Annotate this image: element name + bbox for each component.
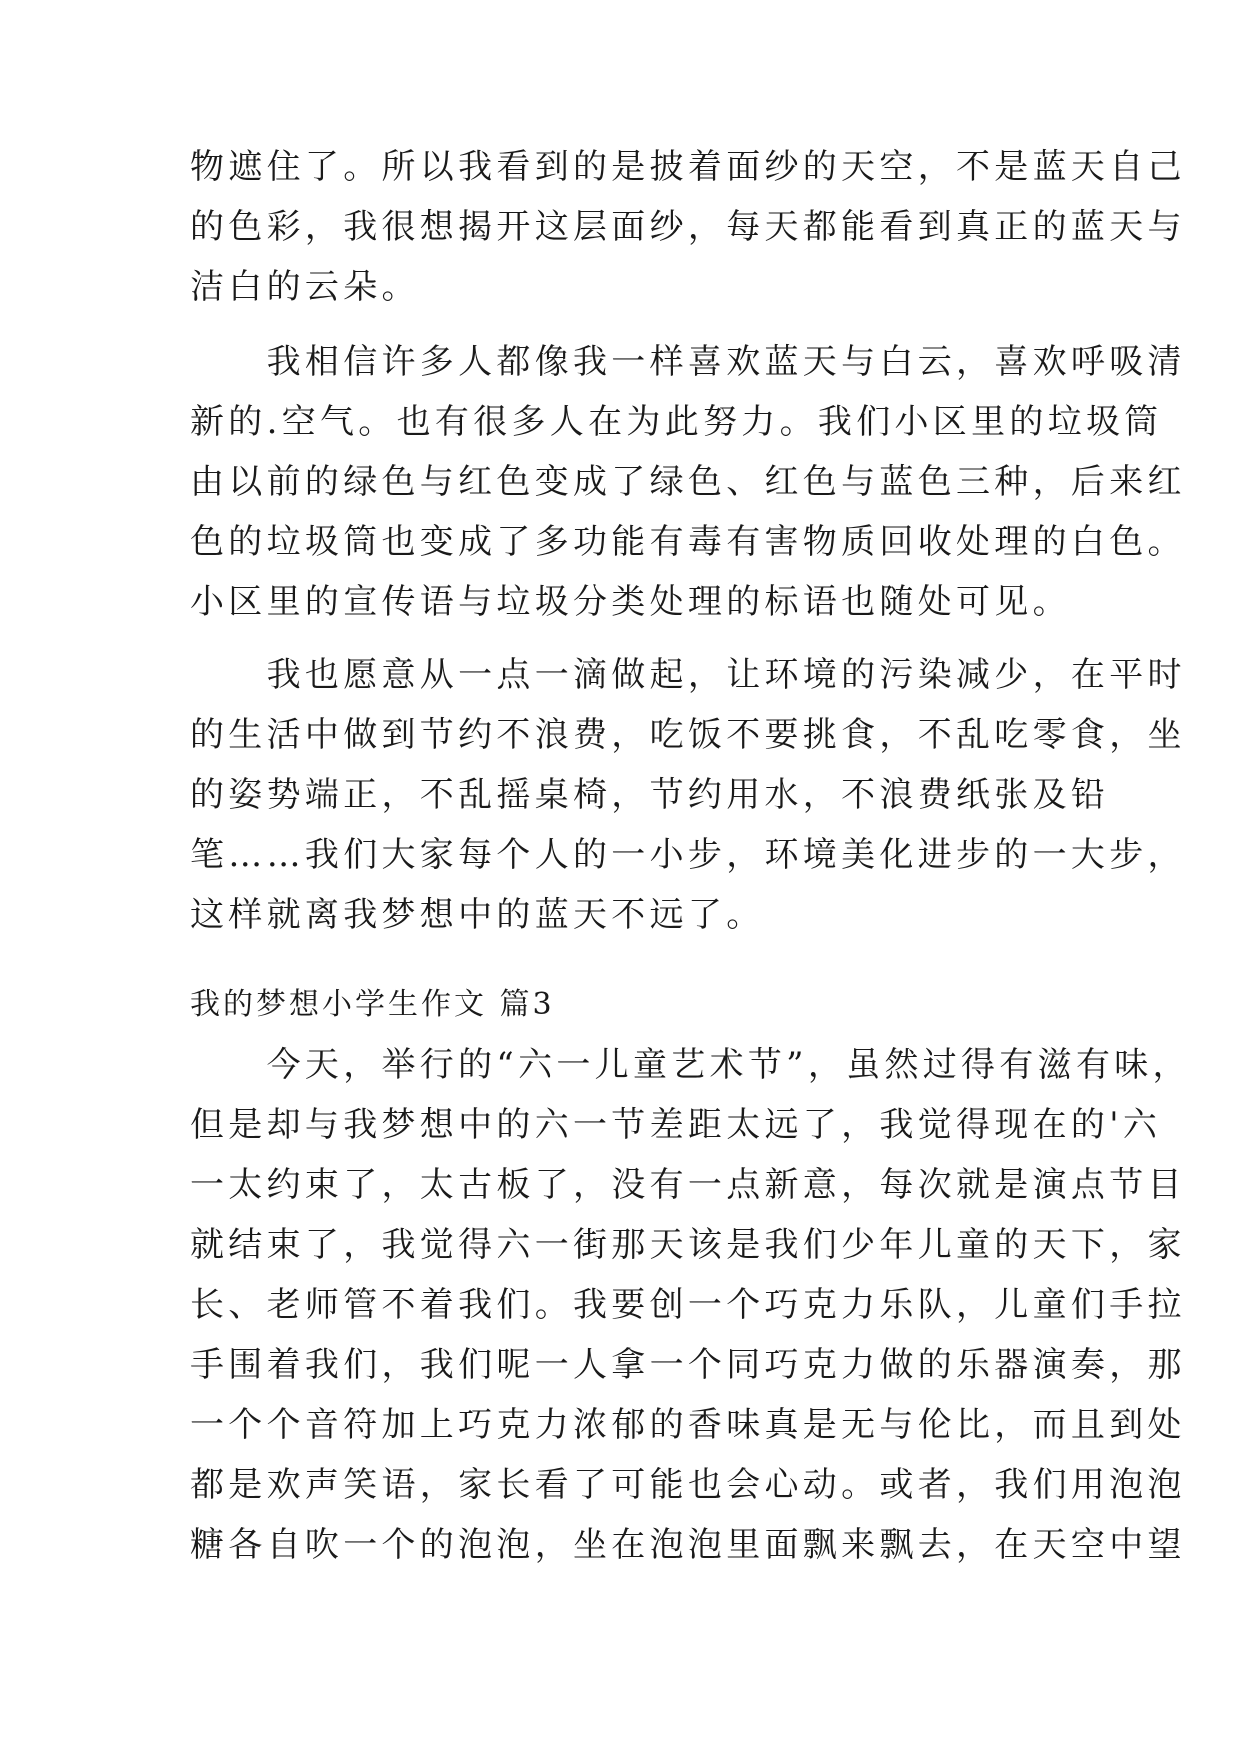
text-line: 手围着我们，我们呢一人拿一个同巧克力做的乐器演奏，那 [190, 1345, 1186, 1385]
text-line: 色的垃圾筒也变成了多功能有毒有害物质回收处理的白色。 [190, 522, 1186, 562]
text-line: 由以前的绿色与红色变成了绿色、红色与蓝色三种，后来红 [190, 462, 1186, 502]
text-line: 今天，举行的“六一儿童艺术节”，虽然过得有滋有味， [190, 1045, 1191, 1085]
text-line: 就结束了，我觉得六一街那天该是我们少年儿童的天下，家 [190, 1225, 1186, 1265]
text-line: 长、老师管不着我们。我要创一个巧克力乐队，儿童们手拉 [190, 1285, 1186, 1325]
section-heading: 我的梦想小学生作文 篇3 [190, 987, 555, 1022]
text-line: 我也愿意从一点一滴做起，让环境的污染减少，在平时 [190, 655, 1186, 695]
text-line: 笔……我们大家每个人的一小步，环境美化进步的一大步， [190, 835, 1186, 875]
text-line: 新的.空气。也有很多人在为此努力。我们小区里的垃圾筒 [190, 402, 1163, 442]
text-line: 我相信许多人都像我一样喜欢蓝天与白云，喜欢呼吸清 [190, 342, 1186, 382]
text-line: 但是却与我梦想中的六一节差距太远了，我觉得现在的'六 [190, 1105, 1162, 1145]
text-line: 的色彩，我很想揭开这层面纱，每天都能看到真正的蓝天与 [190, 207, 1186, 247]
text-line: 都是欢声笑语，家长看了可能也会心动。或者，我们用泡泡 [190, 1465, 1186, 1505]
text-line: 物遮住了。所以我看到的是披着面纱的天空，不是蓝天自己 [190, 147, 1186, 187]
text-line: 洁白的云朵。 [190, 267, 420, 307]
text-line: 一太约束了，太古板了，没有一点新意，每次就是演点节目 [190, 1165, 1186, 1205]
text-line: 一个个音符加上巧克力浓郁的香味真是无与伦比，而且到处 [190, 1405, 1186, 1445]
text-line: 小区里的宣传语与垃圾分类处理的标语也随处可见。 [190, 582, 1071, 622]
text-line: 这样就离我梦想中的蓝天不远了。 [190, 895, 765, 935]
text-line: 的姿势端正，不乱摇桌椅，节约用水，不浪费纸张及铅 [190, 775, 1110, 815]
text-line: 糖各自吹一个的泡泡，坐在泡泡里面飘来飘去，在天空中望 [190, 1525, 1186, 1565]
text-line: 的生活中做到节约不浪费，吃饭不要挑食，不乱吃零食，坐 [190, 715, 1186, 755]
